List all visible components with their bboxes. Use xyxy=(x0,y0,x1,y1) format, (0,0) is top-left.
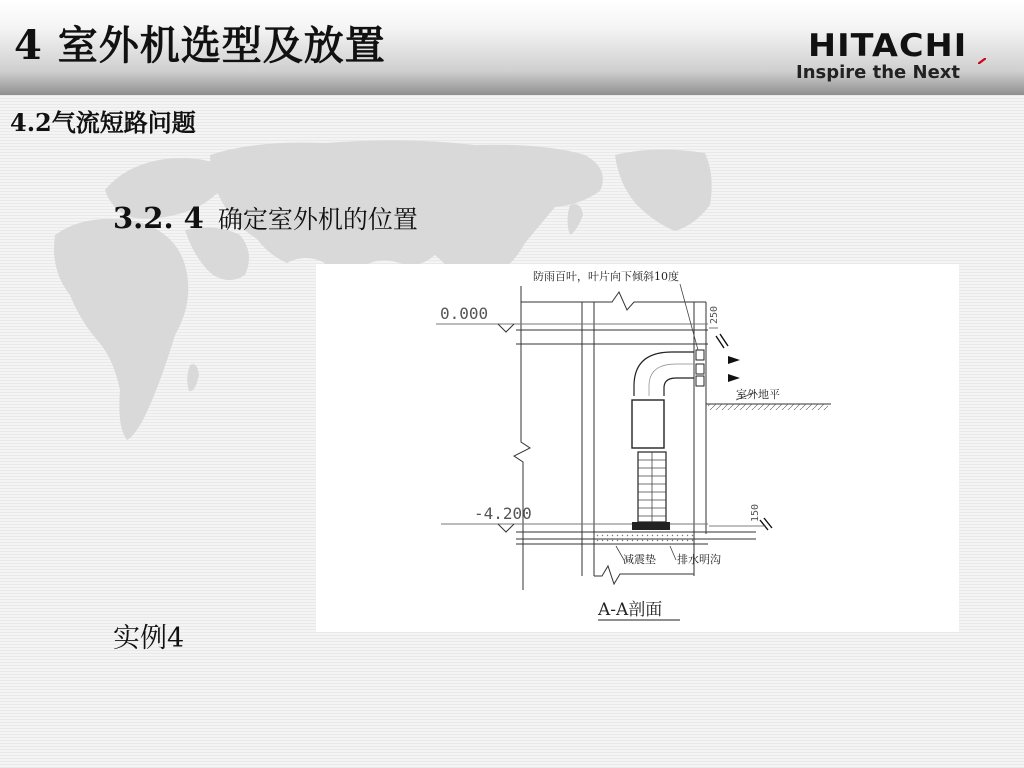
ground-hatch xyxy=(708,404,828,410)
louver-note: 防雨百叶，叶片向下倾斜10度 xyxy=(533,270,679,283)
section-drawing xyxy=(316,264,959,632)
logo-brand: HITACHI xyxy=(808,28,968,64)
section-drawing-lines xyxy=(316,264,959,632)
section-caption: A-A剖面 xyxy=(598,600,663,620)
dim-lower: 150 xyxy=(750,503,761,522)
section-title: 4.2气流短路问题 xyxy=(10,108,196,137)
subsection-number: 3.2. 4 xyxy=(113,201,204,235)
slide-title: 4 室外机选型及放置 xyxy=(14,22,386,69)
subsection-text: 确定室外机的位置 xyxy=(217,205,418,234)
header-bar xyxy=(0,0,1024,95)
drain-label: 排水明沟 xyxy=(677,553,721,566)
level-bottom: -4.200 xyxy=(474,504,532,523)
subsection-heading xyxy=(113,200,418,236)
ground-label: 室外地平 xyxy=(736,388,780,401)
dim-upper: 250 xyxy=(709,305,720,324)
example-label: 实例4 xyxy=(113,623,185,654)
level-top: 0.000 xyxy=(440,304,489,323)
logo-slogan: Inspire the Next xyxy=(796,62,961,83)
pad-label: 减震垫 xyxy=(623,553,656,566)
logo-accent-icon xyxy=(978,58,986,64)
hitachi-logo xyxy=(796,28,996,86)
